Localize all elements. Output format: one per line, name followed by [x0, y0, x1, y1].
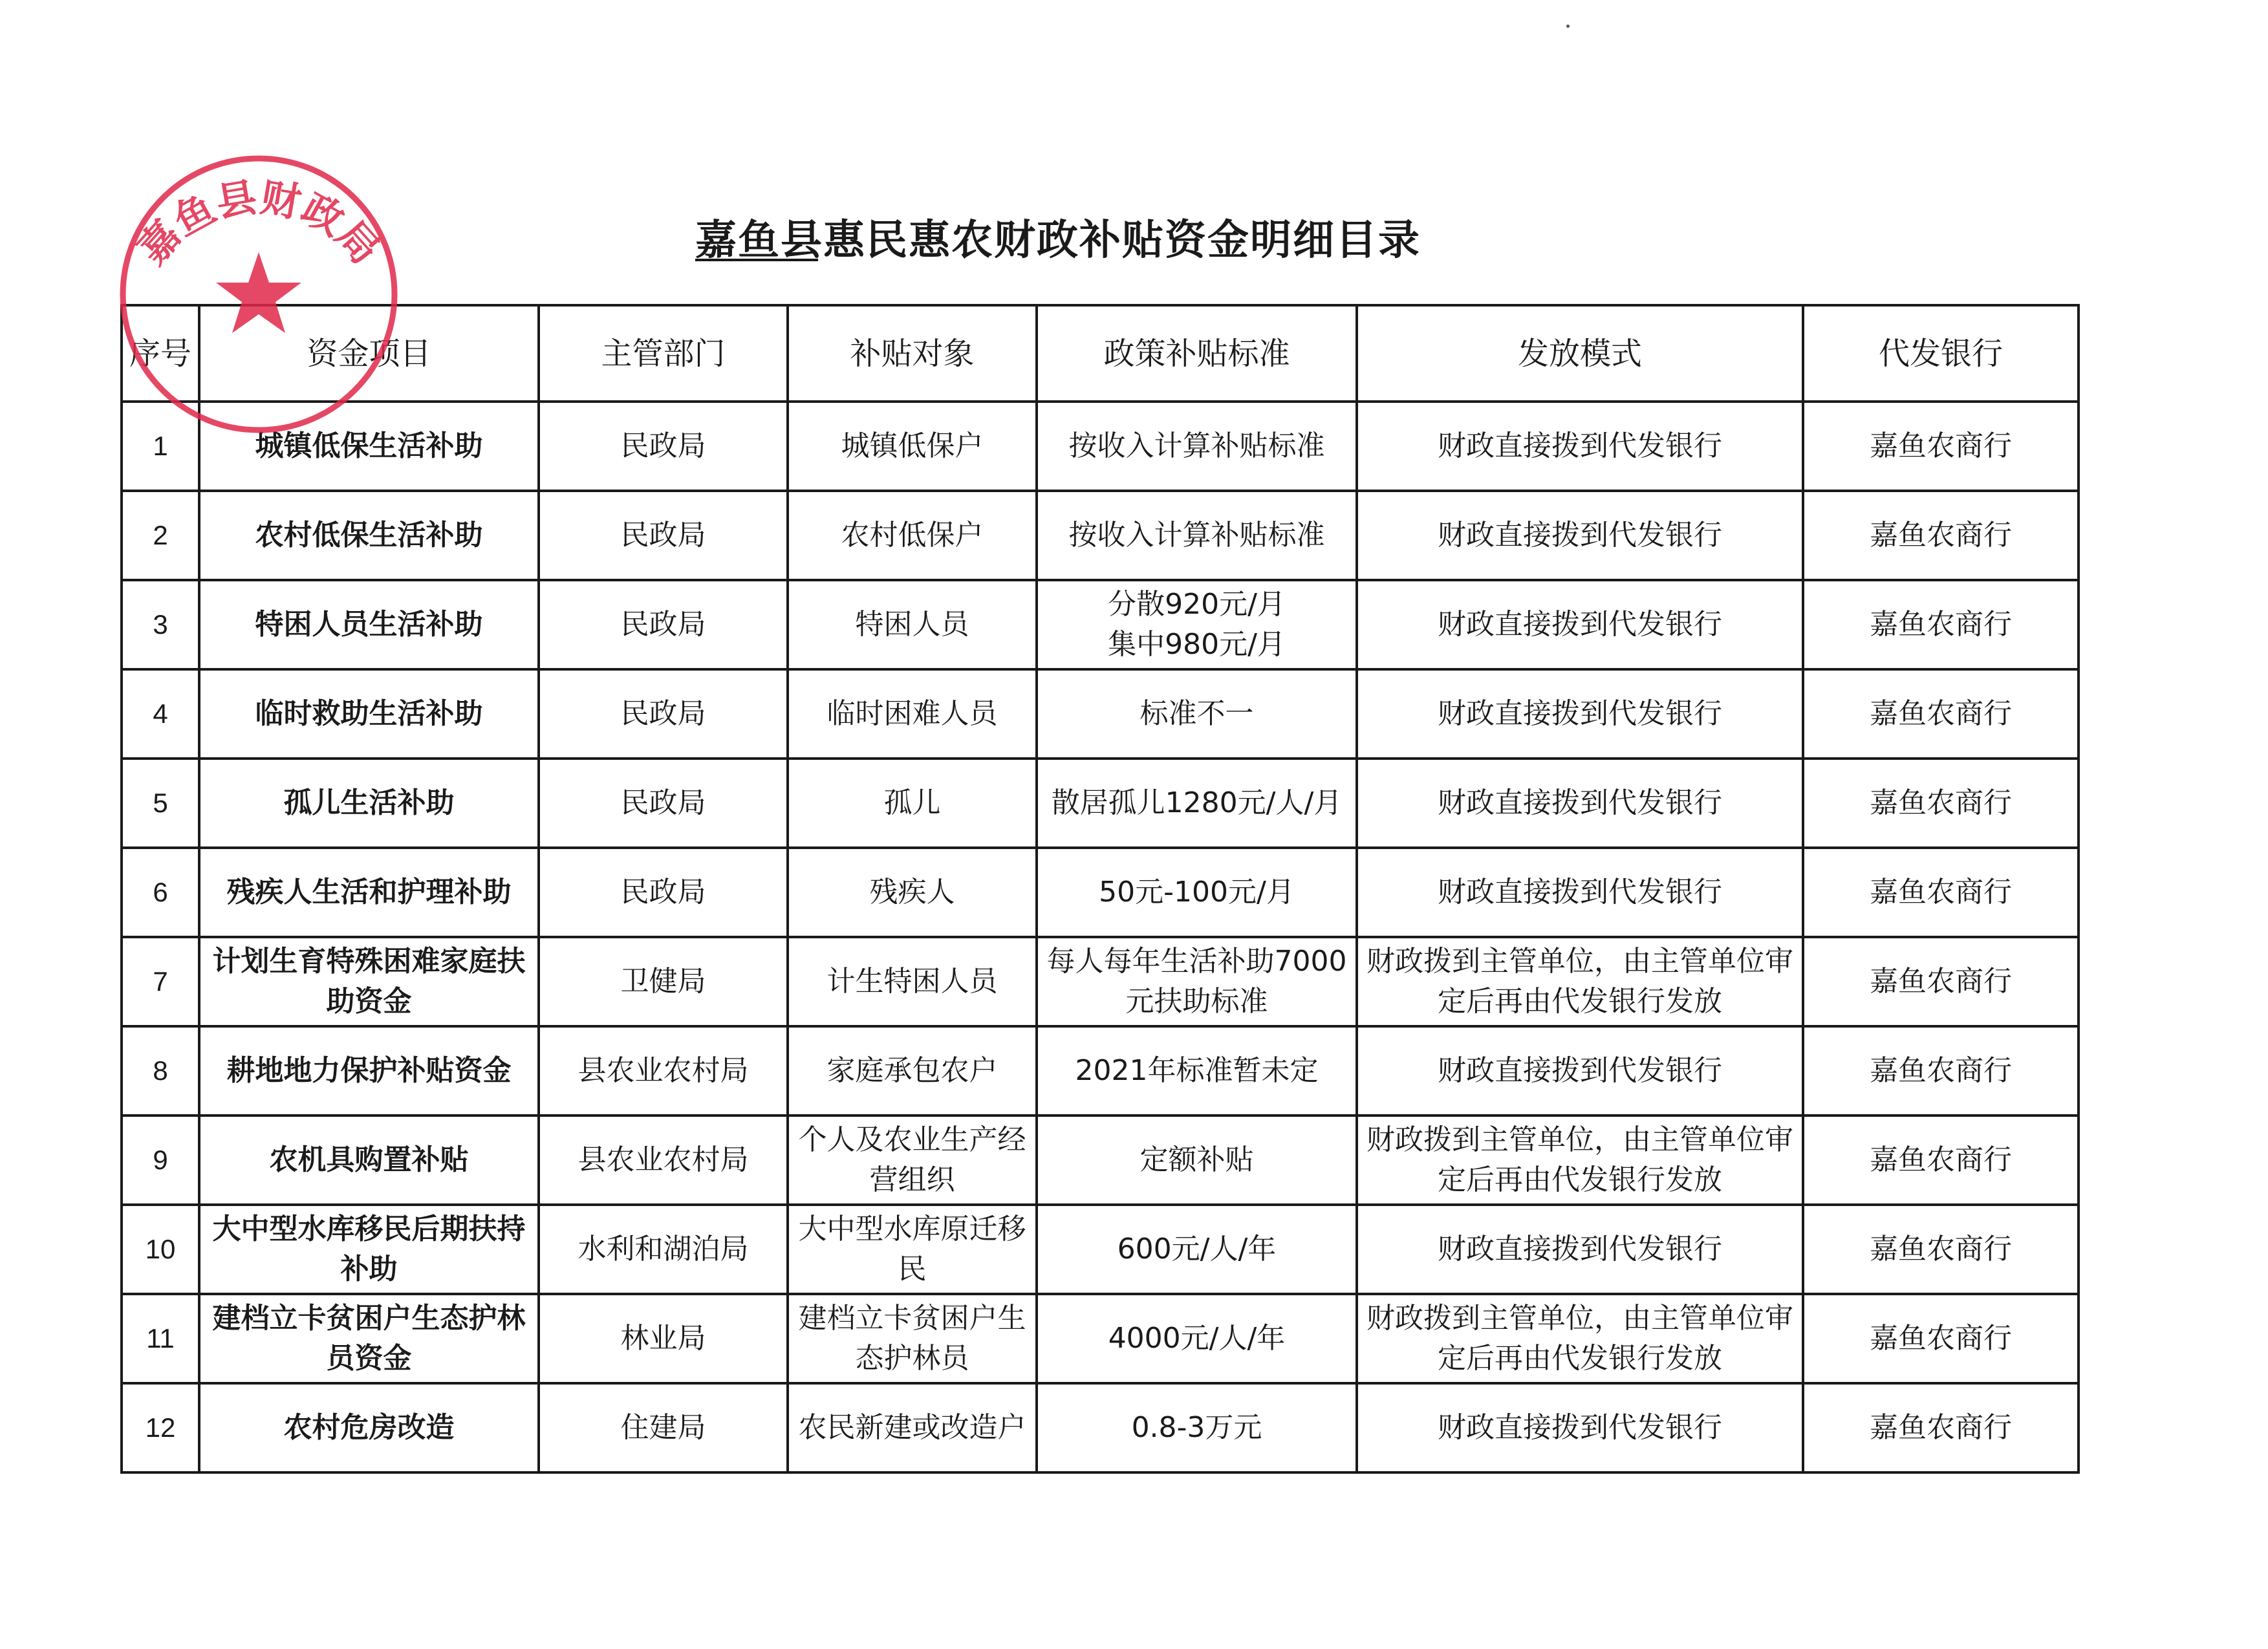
table-cell: 农机具购置补贴	[199, 1116, 539, 1205]
table-cell: 8	[122, 1026, 199, 1116]
table-cell: 按收入计算补贴标准	[1037, 491, 1357, 580]
column-header: 序号	[122, 305, 199, 402]
table-cell: 卫健局	[539, 937, 788, 1026]
table-cell: 水利和湖泊局	[539, 1205, 788, 1294]
table-cell: 嘉鱼农商行	[1803, 1294, 2079, 1383]
table-cell: 定额补贴	[1037, 1116, 1357, 1205]
table-cell: 特困人员生活补助	[199, 580, 539, 669]
table-cell: 临时救助生活补助	[199, 669, 539, 759]
table-cell: 财政直接拨到代发银行	[1357, 1026, 1803, 1116]
table-row	[122, 1026, 2079, 1116]
table-cell: 城镇低保生活补助	[199, 402, 539, 491]
table-cell: 财政直接拨到代发银行	[1357, 1383, 1803, 1472]
table-row	[122, 937, 2079, 1026]
table-cell: 财政直接拨到代发银行	[1357, 1205, 1803, 1294]
table-cell: 耕地地力保护补贴资金	[199, 1026, 539, 1116]
subsidy-table	[120, 304, 2080, 1474]
table-cell: 残疾人	[788, 848, 1037, 937]
page-title: 嘉鱼县惠民惠农财政补贴资金明细目录	[695, 217, 1421, 264]
table-cell: 5	[122, 759, 199, 848]
table-cell: 标准不一	[1037, 669, 1357, 759]
table-cell: 分散920元/月 集中980元/月	[1037, 580, 1357, 669]
table-cell: 600元/人/年	[1037, 1205, 1357, 1294]
table-cell: 12	[122, 1383, 199, 1472]
table-cell: 9	[122, 1116, 199, 1205]
table-cell: 4	[122, 669, 199, 759]
table-cell: 6	[122, 848, 199, 937]
table-cell: 嘉鱼农商行	[1803, 759, 2079, 848]
table-cell: 建档立卡贫困户生态护林员资金	[199, 1294, 539, 1383]
table-cell: 嘉鱼农商行	[1803, 580, 2079, 669]
table-row	[122, 669, 2079, 759]
table-cell: 50元-100元/月	[1037, 848, 1357, 937]
table-body	[122, 402, 2079, 1472]
table-cell: 11	[122, 1294, 199, 1383]
column-header: 主管部门	[539, 305, 788, 402]
table-row	[122, 1205, 2079, 1294]
table-cell: 财政拨到主管单位，由主管单位审定后再由代发银行发放	[1357, 937, 1803, 1026]
table-cell: 财政直接拨到代发银行	[1357, 848, 1803, 937]
table-row	[122, 1294, 2079, 1383]
table-cell: 嘉鱼农商行	[1803, 491, 2079, 580]
table-cell: 家庭承包农户	[788, 1026, 1037, 1116]
table-cell: 财政拨到主管单位，由主管单位审定后再由代发银行发放	[1357, 1294, 1803, 1383]
table-row	[122, 759, 2079, 848]
table-cell: 财政拨到主管单位，由主管单位审定后再由代发银行发放	[1357, 1116, 1803, 1205]
table-cell: 计划生育特殊困难家庭扶助资金	[199, 937, 539, 1026]
table-cell: 住建局	[539, 1383, 788, 1472]
table-cell: 孤儿	[788, 759, 1037, 848]
table-cell: 建档立卡贫困户生态护林员	[788, 1294, 1037, 1383]
column-header: 政策补贴标准	[1037, 305, 1357, 402]
table-cell: 财政直接拨到代发银行	[1357, 759, 1803, 848]
table-cell: 嘉鱼农商行	[1803, 402, 2079, 491]
table-cell: 民政局	[539, 759, 788, 848]
table-cell: 嘉鱼农商行	[1803, 669, 2079, 759]
scan-speck	[1566, 25, 1570, 28]
table-cell: 县农业农村局	[539, 1116, 788, 1205]
table-cell: 4000元/人/年	[1037, 1294, 1357, 1383]
table-cell: 嘉鱼农商行	[1803, 1026, 2079, 1116]
table-cell: 散居孤儿1280元/人/月	[1037, 759, 1357, 848]
table-cell: 大中型水库移民后期扶持补助	[199, 1205, 539, 1294]
table-cell: 计生特困人员	[788, 937, 1037, 1026]
table-cell: 农民新建或改造户	[788, 1383, 1037, 1472]
table-cell: 1	[122, 402, 199, 491]
table-cell: 民政局	[539, 848, 788, 937]
column-header: 补贴对象	[788, 305, 1037, 402]
table-cell: 嘉鱼农商行	[1803, 848, 2079, 937]
table-cell: 农村低保户	[788, 491, 1037, 580]
table-cell: 按收入计算补贴标准	[1037, 402, 1357, 491]
table-row	[122, 580, 2079, 669]
table-cell: 民政局	[539, 491, 788, 580]
column-header: 发放模式	[1357, 305, 1803, 402]
table-row	[122, 1383, 2079, 1472]
table-row	[122, 1116, 2079, 1205]
table-cell: 财政直接拨到代发银行	[1357, 402, 1803, 491]
column-header: 代发银行	[1803, 305, 2079, 402]
table-cell: 7	[122, 937, 199, 1026]
table-cell: 城镇低保户	[788, 402, 1037, 491]
table-cell: 农村低保生活补助	[199, 491, 539, 580]
table-cell: 财政直接拨到代发银行	[1357, 491, 1803, 580]
table-row	[122, 491, 2079, 580]
column-header: 资金项目	[199, 305, 539, 402]
table-cell: 财政直接拨到代发银行	[1357, 669, 1803, 759]
table-cell: 嘉鱼农商行	[1803, 937, 2079, 1026]
table-cell: 临时困难人员	[788, 669, 1037, 759]
table-cell: 0.8-3万元	[1037, 1383, 1357, 1472]
table-cell: 财政直接拨到代发银行	[1357, 580, 1803, 669]
table-cell: 县农业农村局	[539, 1026, 788, 1116]
table-cell: 嘉鱼农商行	[1803, 1116, 2079, 1205]
table-cell: 嘉鱼农商行	[1803, 1383, 2079, 1472]
table-cell: 特困人员	[788, 580, 1037, 669]
seal-text: 嘉鱼县财政局	[128, 173, 389, 274]
official-seal	[97, 133, 420, 436]
table-cell: 个人及农业生产经营组织	[788, 1116, 1037, 1205]
table-cell: 孤儿生活补助	[199, 759, 539, 848]
table-cell: 2	[122, 491, 199, 580]
table-cell: 民政局	[539, 669, 788, 759]
table-cell: 残疾人生活和护理补助	[199, 848, 539, 937]
table-cell: 2021年标准暂未定	[1037, 1026, 1357, 1116]
table-cell: 农村危房改造	[199, 1383, 539, 1472]
table-cell: 每人每年生活补助7000元扶助标准	[1037, 937, 1357, 1026]
table-cell: 大中型水库原迁移民	[788, 1205, 1037, 1294]
table-cell: 民政局	[539, 402, 788, 491]
table-cell: 嘉鱼农商行	[1803, 1205, 2079, 1294]
table-cell: 林业局	[539, 1294, 788, 1383]
table-row	[122, 848, 2079, 937]
table-cell: 民政局	[539, 580, 788, 669]
table-cell: 10	[122, 1205, 199, 1294]
table-cell: 3	[122, 580, 199, 669]
